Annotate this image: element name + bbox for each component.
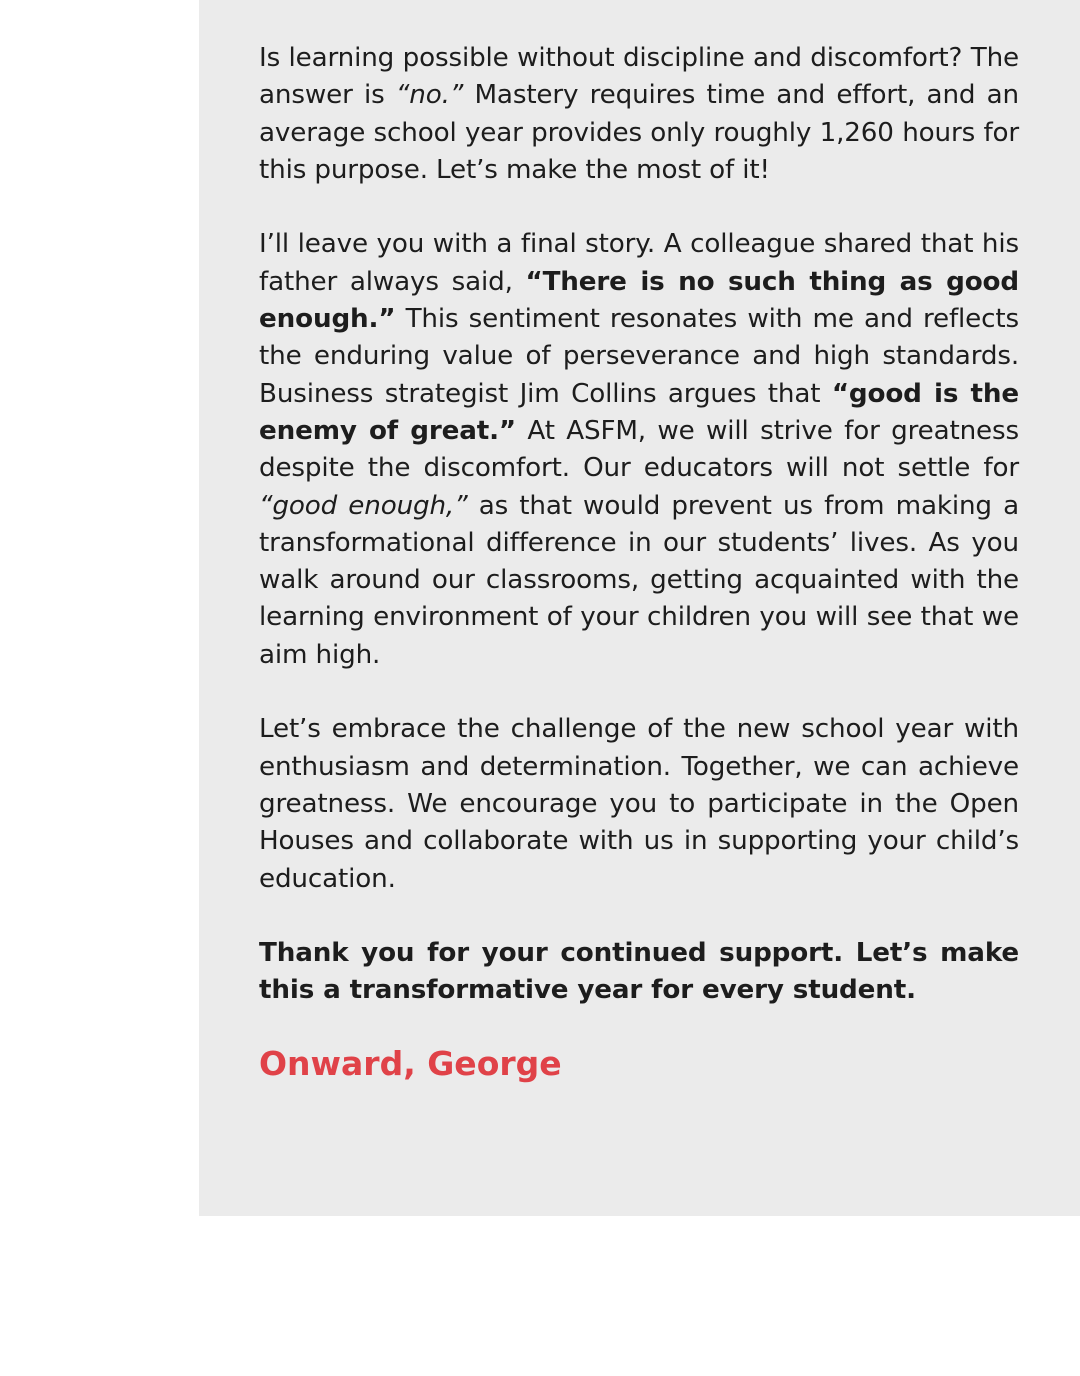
paragraph-text: I’ll leave you with a final story. A colleague shared that his father always said, [259,229,1019,297]
paragraph-text: Mastery requires time and effort, and an average school year provides only roughly 1,260 hours for this purpose. Let’s make the most of it! [259,80,1020,185]
letter-body [259,40,1019,1084]
paragraph-new-school-year: Let’s embrace the challenge of the new school year with enthusiasm and determination. Together, we can achieve greatness. We encourage you to participate in the Open Houses and collaborate with us in supporting your child’s education. [259,714,1019,894]
bold-quote-enemy-of-great: “good is the enemy of great.” [259,378,1019,446]
signoff: Onward, George [259,1043,562,1083]
paragraph-text: At ASFM, we will strive for greatness despite the discomfort. Our educators will not settle for [259,415,1019,484]
paragraph-text: as that would prevent us from making a transformational difference in our students’ lives. As you walk around our classrooms, getting acquainted with the learning environment of your children you will see that we aim high. [259,490,1019,670]
paragraph-discipline [259,40,1019,189]
italic-quote-no: “no.” [395,80,464,111]
paragraph-text: Is learning possible without discipline and discomfort? The answer is [259,43,1019,111]
italic-quote-good-enough: “good enough,” [259,490,468,521]
paragraph-final-story [259,226,1019,674]
paragraph-text: This sentiment resonates with me and reflects the enduring value of perseverance and high standards. Business strategist Jim Collins argues that [259,304,1019,409]
closing-statement: Thank you for your continued support. Let’s make this a transformative year for every student. [259,938,1019,1006]
bold-quote-good-enough: “There is no such thing as good enough.” [259,266,1019,335]
